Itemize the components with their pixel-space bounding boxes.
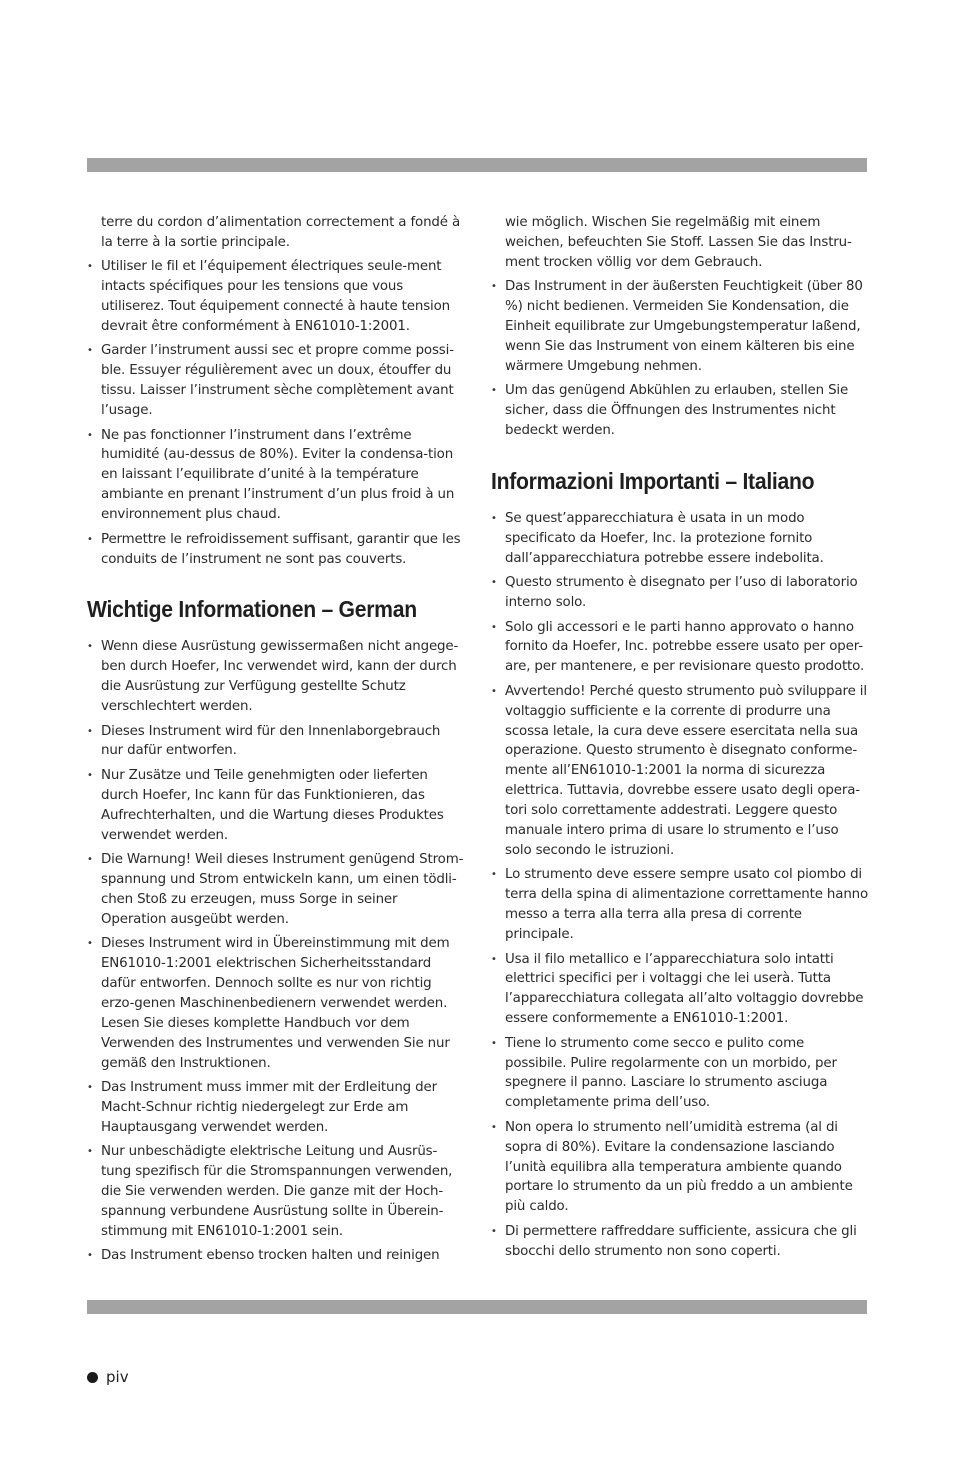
list-item: • Dieses Instrument wird in Übereinstimmung mit dem EN61010-1:2001 elektrischen Sicherheitsstandard dafür entworfen. Dennoch sollte es nur von richtig erzo-genen Maschinenbedienern verwendet werden. Lesen Sie dieses komplette Handbuch vor dem Verwenden des Instrumentes und verwenden Sie nur gemäß den Instruktionen. <box>87 934 465 1073</box>
list-item: • Lo strumento deve essere sempre usato col piombo di terra della spina di alimentazione correttamente hanno messo a terra alla terra alla presa di corrente principale. <box>491 865 869 945</box>
list-item: • Garder l’instrument aussi sec et propre comme possi-ble. Essuyer régulièrement avec un doux, étouffer du tissu. Laisser l’instrument sèche complètement avant l’usage. <box>87 341 465 421</box>
german-section-heading: Wichtige Informationen – German <box>87 596 417 623</box>
list-item: • Die Warnung! Weil dieses Instrument genügend Strom-spannung und Strom entwickeln kann, um einen tödli-chen Stoß zu erzeugen, muss Sorge in seiner Operation ausgeübt werden. <box>87 850 465 930</box>
german-bullet-list <box>87 637 465 1266</box>
french-continuation-text: terre du cordon d’alimentation correctement a fondé à la terre à la sortie principale. <box>101 215 461 250</box>
list-item: • Wenn diese Ausrüstung gewissermaßen nicht angege-ben durch Hoefer, Inc verwendet wird, kann der durch die Ausrüstung zur Verfügung gestellte Schutz verschlechtert werden. <box>87 637 465 717</box>
list-item: • Dieses Instrument wird für den Innenlaborgebrauch nur dafür entworfen. <box>87 722 465 762</box>
german-continuation-text: wie möglich. Wischen Sie regelmäßig mit einem weichen, befeuchten Sie Stoff. Lassen Sie das Instru-ment trocken völlig vor dem Gebrauch. <box>505 215 852 270</box>
footer-rule <box>87 1300 867 1314</box>
list-item: • Das Instrument in der äußersten Feuchtigkeit (über 80 %) nicht bedienen. Vermeiden Sie Kondensation, die Einheit equilibrate zur Umgebungstemperatur laßend, wenn Sie das Instrument von einem kälteren bis eine wärmere Umgebung nehmen. <box>491 277 869 377</box>
bullet-dot-icon <box>87 1372 98 1383</box>
header-rule <box>87 158 867 172</box>
list-item: • Tiene lo strumento come secco e pulito come possibile. Pulire regolarmente con un morbido, per spegnere il panno. Lasciare lo strumento asciuga completamente prima dell’uso. <box>491 1034 869 1114</box>
list-item: • Das Instrument muss immer mit der Erdleitung der Macht-Schnur richtig niedergelegt zur Erde am Hauptausgang verwendet werden. <box>87 1078 465 1138</box>
list-item: • Utiliser le fil et l’équipement électriques seule-ment intacts spécifiques pour les tensions que vous utiliserez. Tout équipement connecté à haute tension devrait être conformément à EN61010-1:2001. <box>87 257 465 337</box>
list-item: • Non opera lo strumento nell’umidità estrema (al di sopra di 80%). Evitare la condensazione lasciando l’unità equilibra alla temperatura ambiente quando portare lo strumento da un più freddo a un ambiente più caldo. <box>491 1118 869 1218</box>
list-item: • Se quest’apparecchiatura è usata in un modo specificato da Hoefer, Inc. la protezione fornito dall’apparecchiatura potrebbe essere indebolita. <box>491 509 869 569</box>
list-item: • Um das genügend Abkühlen zu erlauben, stellen Sie sicher, dass die Öffnungen des Instrumentes nicht bedeckt werden. <box>491 381 869 441</box>
list-item: • Di permettere raffreddare sufficiente, assicura che gli sbocchi dello strumento non sono coperti. <box>491 1222 869 1262</box>
list-item: • Nur unbeschädigte elektrische Leitung und Ausrüs-tung spezifisch für die Stromspannungen verwenden, die Sie verwenden werden. Die ganze mit der Hoch-spannung verbundene Ausrüstung sollte in Überein-stimmung mit EN61010-1:2001 sein. <box>87 1142 465 1242</box>
list-item: • Das Instrument ebenso trocken halten und reinigen <box>87 1246 465 1266</box>
list-item: • Solo gli accessori e le parti hanno approvato o hanno fornito da Hoefer, Inc. potrebbe essere usato per oper-are, per mantenere, e per revisionare questo prodotto. <box>491 618 869 678</box>
right-column <box>491 213 869 1262</box>
italian-bullet-list <box>491 509 869 1262</box>
list-item: • Ne pas fonctionner l’instrument dans l’extrême humidité (au-dessus de 80%). Eviter la condensa-tion en laissant l’equilibrate d’unité à la température ambiante en prenant l’instrument d’un plus froid à un environnement plus chaud. <box>87 426 465 526</box>
left-column <box>87 213 465 1266</box>
italian-section-heading: Informazioni Importanti – Italiano <box>491 467 815 494</box>
page-number: piv <box>106 1368 129 1386</box>
page-footer <box>87 1368 129 1386</box>
list-item: • Usa il filo metallico e l’apparecchiatura solo intatti elettrici specifici per i voltaggi che lei userà. Tutta l’apparecchiatura collegata all’alto voltaggio dovrebbe essere conformemente a EN61010-1:2001. <box>491 950 869 1030</box>
french-bullet-list <box>87 257 465 569</box>
list-item: • Avvertendo! Perché questo strumento può sviluppare il voltaggio sufficiente e la corrente di produrre una scossa letale, la cura deve essere esercitata nella sua operazione. Questo strumento è disegnato conforme-mente all’EN61010-1:2001 la norma di sicurezza elettrica. Tuttavia, dovrebbe essere usato degli opera-tori solo correttamente addestrati. Leggere questo manuale intero prima di usare lo strumento e l’uso solo secondo le istruzioni. <box>491 682 869 861</box>
list-item: • Questo strumento è disegnato per l’uso di laboratorio interno solo. <box>491 573 869 613</box>
german-bullet-list-continued <box>491 277 869 441</box>
list-item: • Permettre le refroidissement suffisant, garantir que les conduits de l’instrument ne sont pas couverts. <box>87 530 465 570</box>
list-item: • Nur Zusätze und Teile genehmigten oder lieferten durch Hoefer, Inc kann für das Funktionieren, das Aufrechterhalten, und die Wartung dieses Produktes verwendet werden. <box>87 766 465 846</box>
